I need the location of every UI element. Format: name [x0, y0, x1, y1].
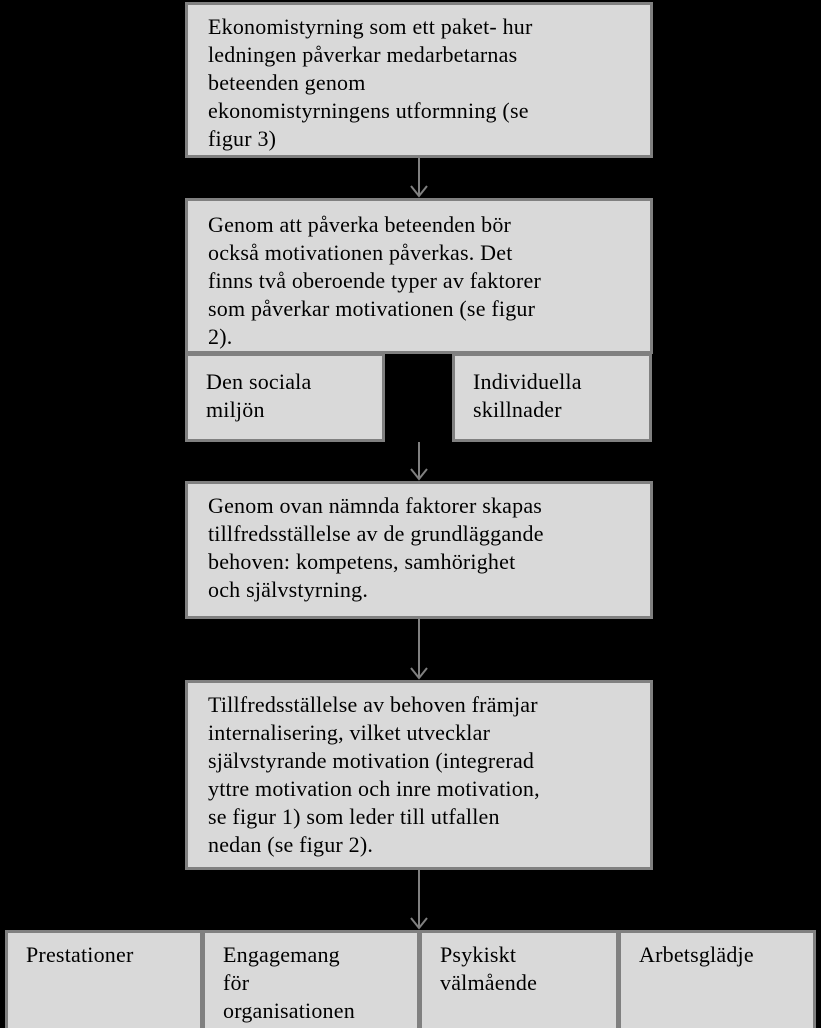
factor-box-individual-differences-text: Individuella skillnader [473, 369, 582, 422]
step-box-internalization-text: Tillfredsställelse av behoven främjar internalisering, vilket utvecklar självstyrande motivation (integrerad yttre motivation och inre motivation, se figur 1) som leder till utfallen nedan (se figur 2). [208, 692, 540, 857]
step-box-influence-motivation [185, 198, 653, 354]
outcome-psykiskt-valmaende-text: Psykiskt välmående [440, 942, 538, 995]
factor-box-social-environment-text: Den sociala miljön [206, 369, 312, 422]
factor-box-individual-differences [452, 353, 652, 442]
step-box-management-control [185, 2, 653, 158]
arrow-1 [411, 158, 427, 196]
step-box-influence-motivation-text: Genom att påverka beteenden bör också motivationen påverkas. Det finns två oberoende typer av faktorer som påverkar motivationen (se figur 2). [208, 212, 541, 349]
step-box-internalization [185, 680, 653, 870]
step-box-basic-needs-text: Genom ovan nämnda faktorer skapas tillfredsställelse av de grundläggande behoven: kompetens, samhörighet och självstyrning. [208, 493, 544, 602]
arrow-4 [411, 870, 427, 928]
step-box-management-control-text: Ekonomistyrning som ett paket- hur ledningen påverkar medarbetarnas beteenden genom ekonomistyrningens utformning (se figur 3) [208, 14, 533, 151]
outcome-engagemang-text: Engagemang för organisationen [223, 942, 355, 1023]
arrow-3 [411, 619, 427, 678]
outcome-box-psykiskt-valmaende [419, 930, 619, 1028]
step-box-basic-needs [185, 481, 653, 619]
outcome-box-prestationer [5, 930, 203, 1028]
outcome-arbetsgladje-text: Arbetsglädje [639, 942, 754, 967]
arrow-2 [411, 442, 427, 479]
factor-box-social-environment [185, 353, 385, 442]
outcome-box-engagemang [202, 930, 420, 1028]
outcome-box-arbetsgladje [618, 930, 816, 1028]
outcome-prestationer-text: Prestationer [26, 942, 134, 967]
